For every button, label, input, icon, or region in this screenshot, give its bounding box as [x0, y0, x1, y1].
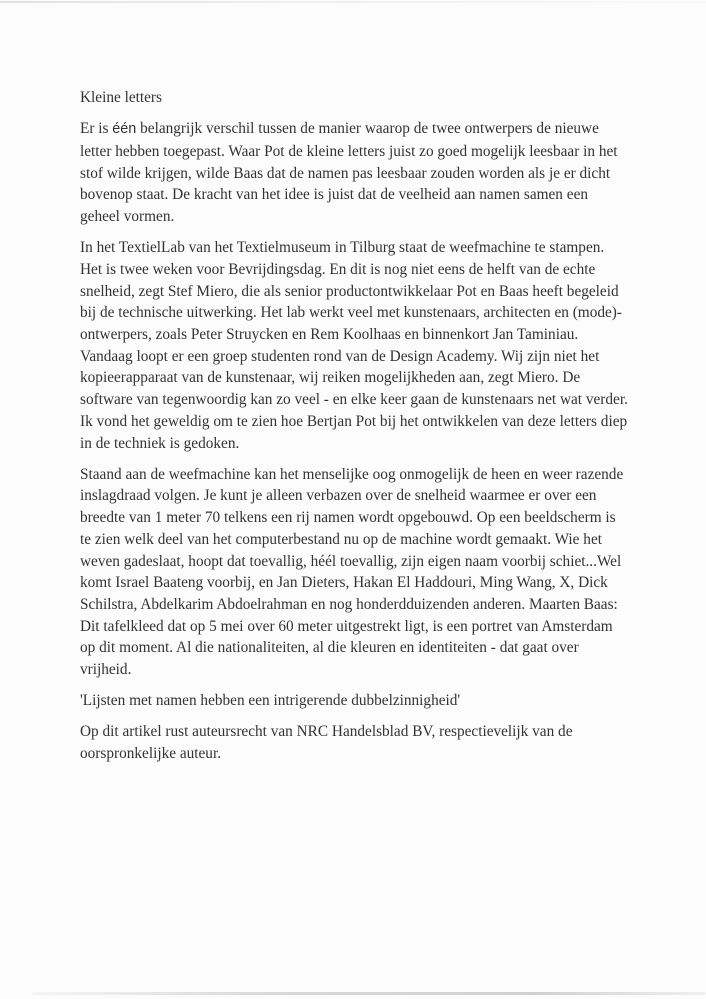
pull-quote: 'Lijsten met namen hebben een intrigerende dubbelzinnigheid' — [80, 692, 461, 710]
accented-word: één — [112, 121, 137, 138]
paragraph-weefmachine: Staand aan de weefmachine kan het menselijke oog onmogelijk de heen en weer razende inslagdraad volgen. Je kunt je alleen verbazen over de snelheid waarmee er over een breedte van 1 meter 70 telkens een rij namen wordt opgebouwd. Op een beeldscherm is te zien welk deel van het computerbestand nu op de machine wordt gemaakt. Wie het weven gadeslaat, hoopt dat toevallig, héél toevallig, zijn eigen naam voorbij schiet...Wel komt Israel Baateng voorbij, en Jan Dieters, Hakan El Haddouri, Ming Wang, X, Dick Schilstra, Abdelkarim Abdoelrahman en nog honderdduizenden anderen. Maarten Baas: Dit tafelkleed dat op 5 mei over 60 meter uitgestrekt ligt, is een portret van Amsterdam op dit moment. Al die nationaliteiten, al die kleuren en identiteiten - dat gaat over vrijheid. — [80, 465, 624, 679]
paragraph-intro-start: Er is — [80, 120, 113, 138]
scan-edge-top — [0, 1, 706, 3]
paragraph-textiellab: In het TextielLab van het Textielmuseum in Tilburg staat de weefmachine te stampen. Het is twee weken voor Bevrijdingsdag. En dit is nog niet eens de helft van de echte snelheid, zegt Stef Miero, die als senior productontwikkelaar Pot en Baas heeft begeleid bij de technische uitwerking. Het lab werkt veel met kunstenaars, architecten en (mode)-ontwerpers, zoals Peter Struycken en Rem Koolhaas en binnenkort Jan Taminiau. Vandaag loopt er een groep studenten rond van de Design Academy. Wij zijn niet het kopieerapparaat van de kunstenaar, wij reiken mogelijkheden aan, zegt Miero. De software van tegenwoordig kan zo veel - en elke keer gaan de kunstenaars net wat verder. Ik vond het geweldig om te zien hoe Bertjan Pot bij het ontwikkelen van deze letters diep in de techniek is gedoken. — [80, 239, 628, 452]
paragraph-intro-rest: belangrijk verschil tussen de manier waarop de twee ontwerpers de nieuwe letter hebben toegepast. Waar Pot de kleine letters juist zo goed mogelijk leesbaar in het stof wilde krijgen, wilde Baas dat de namen pas leesbaar zouden worden als je er dicht bovenop staat. De kracht van het idee is juist dat de veelheid aan namen samen een geheel vormen. — [80, 120, 618, 226]
scan-edge-bottom — [32, 992, 706, 995]
copyright-notice: Op dit artikel rust auteursrecht van NRC Handelsblad BV, respectievelijk van de oorspronkelijke auteur. — [80, 723, 573, 763]
article-body — [80, 87, 629, 774]
article-heading: Kleine letters — [80, 89, 162, 106]
paragraph-intro — [80, 118, 629, 228]
